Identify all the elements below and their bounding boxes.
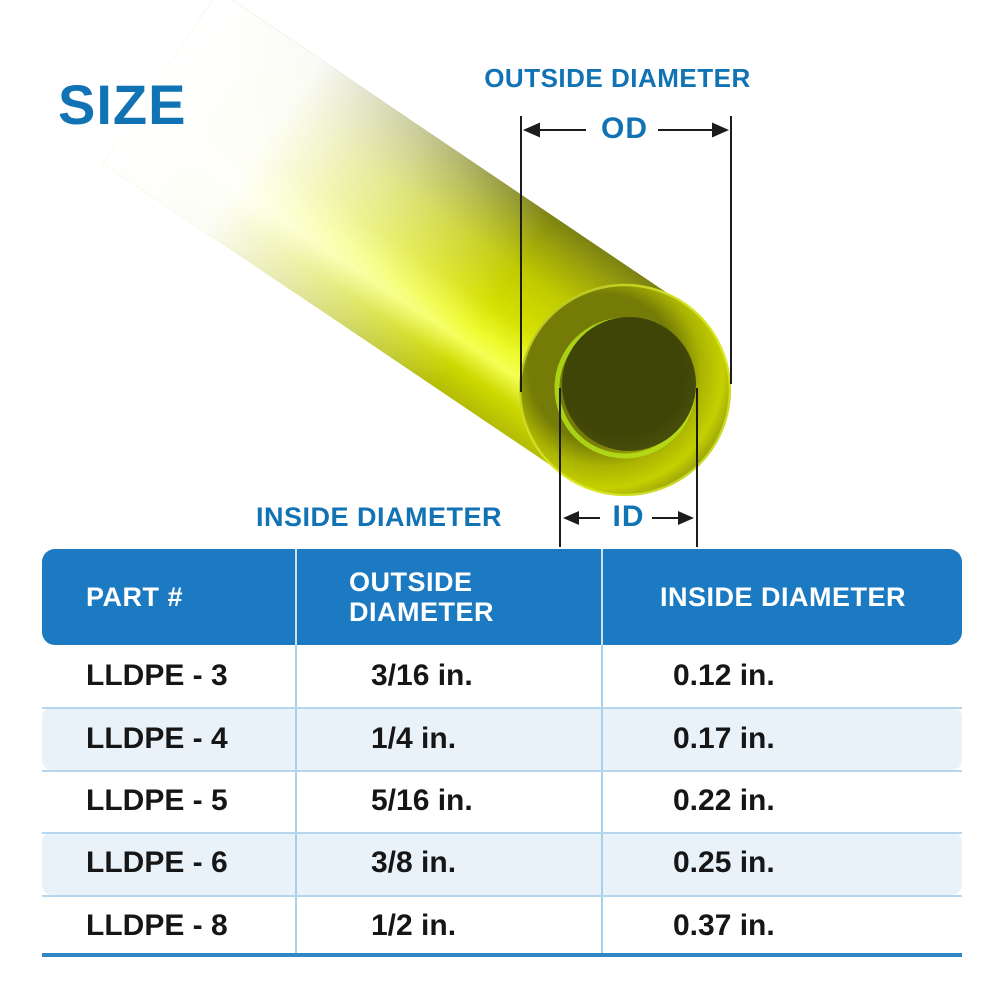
cell-inside-diameter: 0.37 in. [673,908,775,942]
table-column-divider [295,645,297,953]
column-header-part: PART # [86,581,184,612]
table-row [42,707,962,769]
od-dimension-label: OD [601,112,648,145]
cell-outside-diameter: 5/16 in. [371,783,473,817]
cell-outside-diameter: 3/16 in. [371,659,473,693]
tube-end-cross-section [519,284,731,496]
table-body [42,645,962,957]
inside-diameter-label: INSIDE DIAMETER [256,502,503,532]
cell-outside-diameter: 1/4 in. [371,721,457,755]
table-row-divider [42,895,962,897]
column-header-outside-diameter: OUTSIDE DIAMETER [349,566,494,627]
cell-part: LLDPE - 8 [86,908,228,942]
cell-part: LLDPE - 5 [86,783,228,817]
cell-part: LLDPE - 6 [86,846,228,880]
table-header-row [42,549,962,645]
table-row [42,770,962,832]
cell-inside-diameter: 0.17 in. [673,721,775,755]
cell-part: LLDPE - 3 [86,659,228,693]
size-spec-table [42,549,962,957]
header-column-divider [295,549,297,645]
table-row [42,645,962,707]
table-column-divider [601,645,603,953]
outside-diameter-label: OUTSIDE DIAMETER [484,63,751,93]
table-bottom-border [42,953,962,957]
cell-inside-diameter: 0.12 in. [673,659,775,693]
table-row-divider [42,707,962,709]
page-title: SIZE [58,73,187,136]
column-header-inside-diameter: INSIDE DIAMETER [660,581,907,612]
table-row-divider [42,770,962,772]
cell-outside-diameter: 1/2 in. [371,908,457,942]
id-dimension-label: ID [612,500,645,533]
header-column-divider [601,549,603,645]
table-row [42,895,962,957]
cell-outside-diameter: 3/8 in. [371,846,457,880]
cell-inside-diameter: 0.25 in. [673,846,775,880]
cell-part: LLDPE - 4 [86,721,228,755]
table-row [42,832,962,894]
tube-hole [562,317,696,451]
table-row-divider [42,832,962,834]
cell-inside-diameter: 0.22 in. [673,783,775,817]
